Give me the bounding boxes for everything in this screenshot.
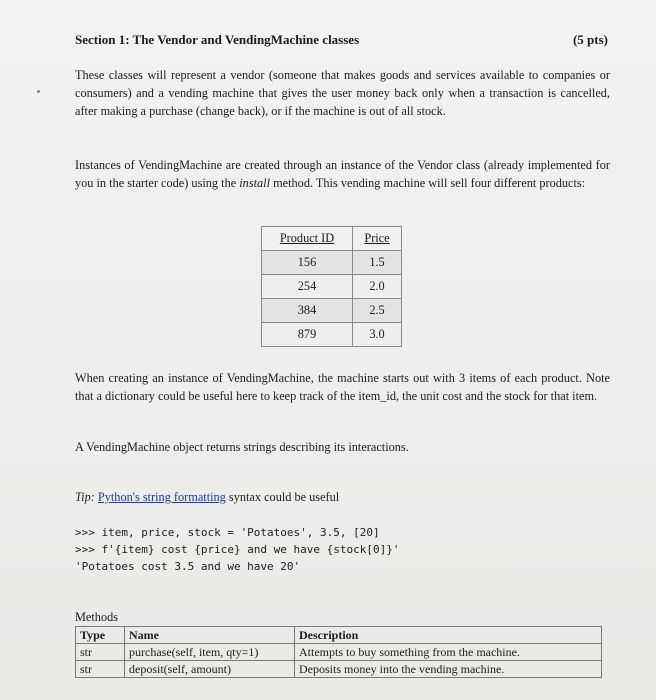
method-type: str	[76, 661, 125, 678]
product-id-header: Product ID	[262, 227, 353, 251]
tip-rest: syntax could be useful	[225, 490, 340, 504]
table-row	[262, 251, 402, 275]
products-header-row	[262, 227, 402, 251]
product-id-cell: 384	[262, 299, 353, 323]
returns-paragraph: A VendingMachine object returns strings describing its interactions.	[75, 440, 409, 454]
table-row	[76, 644, 602, 661]
product-id-cell: 879	[262, 323, 353, 347]
type-header: Type	[76, 627, 125, 644]
install-method-name: install	[239, 176, 271, 190]
table-row	[262, 323, 402, 347]
table-row	[262, 275, 402, 299]
method-description: Attempts to buy something from the machine.	[295, 644, 602, 661]
table-row	[262, 299, 402, 323]
code-line: >>> f'{item} cost {price} and we have {stock[0]}'	[75, 543, 400, 556]
price-cell: 2.0	[353, 275, 402, 299]
code-example	[75, 524, 400, 575]
tip-label: Tip:	[75, 490, 95, 504]
margin-dot	[37, 90, 40, 93]
price-header: Price	[353, 227, 402, 251]
intro-paragraph: These classes will represent a vendor (someone that makes goods and services available to companies or consumers) and a vending machine that gives the user money back only when a transaction is cancelled, after making a purchase (change back), or if the machine is out of all stock.	[75, 68, 610, 118]
methods-table	[75, 626, 602, 678]
price-cell: 1.5	[353, 251, 402, 275]
code-line: >>> item, price, stock = 'Potatoes', 3.5, [20]	[75, 526, 380, 539]
method-name: purchase(self, item, qty=1)	[125, 644, 295, 661]
section-points: (5 pts)	[572, 32, 608, 47]
instances-text-post: method. This vending machine will sell four different products:	[270, 176, 586, 190]
method-name: deposit(self, amount)	[125, 661, 295, 678]
table-row	[76, 661, 602, 678]
methods-label: Methods	[75, 610, 119, 624]
products-table	[261, 226, 402, 347]
creating-paragraph: When creating an instance of VendingMachine, the machine starts out with 3 items of each product. Note that a dictionary could be useful here to keep track of the item_id, the unit cost and the stock for that item.	[75, 371, 610, 403]
product-id-cell: 156	[262, 251, 353, 275]
instances-paragraph	[75, 156, 610, 192]
price-cell: 2.5	[353, 299, 402, 323]
name-header: Name	[125, 627, 295, 644]
method-description: Deposits money into the vending machine.	[295, 661, 602, 678]
code-line: 'Potatoes cost 3.5 and we have 20'	[75, 560, 301, 573]
description-header: Description	[295, 627, 602, 644]
tip-line	[75, 490, 339, 505]
price-cell: 3.0	[353, 323, 402, 347]
string-formatting-link[interactable]: Python's string formatting	[97, 490, 226, 504]
instances-text-pre: Instances of VendingMachine are created through an instance of the Vendor class (already implemented for you in the starter code) using the	[75, 158, 610, 190]
methods-header-row	[76, 627, 602, 644]
method-type: str	[76, 644, 125, 661]
product-id-cell: 254	[262, 275, 353, 299]
section-title: Section 1: The Vendor and VendingMachine classes	[75, 32, 360, 47]
